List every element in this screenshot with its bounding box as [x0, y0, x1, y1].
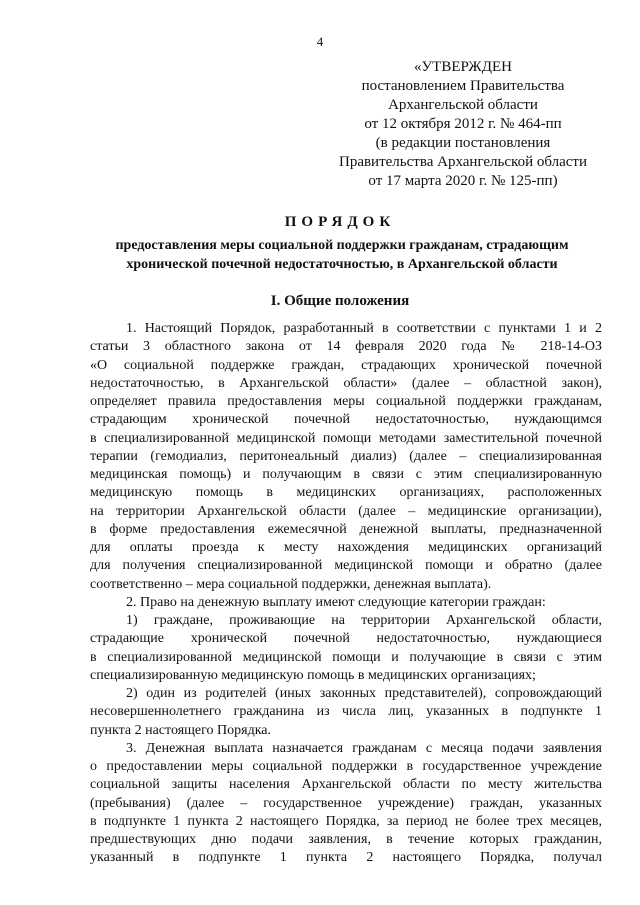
document-body	[90, 320, 602, 868]
body-line: в специализированной медицинской помощи и получающие в связи с этим	[90, 649, 602, 665]
body-line: (пребывания) (далее – государственное учреждение) граждан, указанных	[90, 795, 602, 811]
body-line: специализированную медицинскую помощь в медицинских организациях;	[90, 667, 536, 683]
body-line: 3. Денежная выплата назначается гражданам с месяца подачи заявления	[126, 740, 602, 756]
approval-line: (в редакции постановления	[375, 135, 551, 151]
approval-line: от 12 октября 2012 г. № 464-пп	[364, 116, 562, 132]
body-line: в форме предоставления ежемесячной денежной выплаты, предназначенной	[90, 521, 602, 537]
body-line: определяет правила предоставления меры социальной поддержки гражданам,	[90, 394, 602, 409]
body-line: пункта 2 настоящего Порядка.	[90, 722, 271, 738]
body-line: предшествующих дню подачи заявления, в течение которых гражданин,	[90, 832, 602, 847]
body-line: для оплаты проезда к месту нахождения медицинских организаций	[90, 540, 602, 555]
body-line: терапии (гемодиализ, перитонеальный диализ) (далее – специализированная	[90, 448, 602, 464]
body-line: недостаточностью, в Архангельской области» (далее – областной закон),	[90, 375, 602, 391]
section-heading: I. Общие положения	[270, 293, 410, 309]
body-line: соответственно – мера социальной поддержки, денежная выплата).	[90, 576, 492, 592]
body-line: указанный в подпункте 1 пункта 2 настоящего Порядка, получал	[90, 850, 602, 866]
body-line: о предоставлении меры социальной поддержки в государственное учреждение	[90, 759, 602, 774]
approval-line: «УТВЕРЖДЕН	[414, 59, 512, 75]
page-number: 4	[316, 34, 324, 49]
subtitle-line: хронической почечной недостаточностью, в Архангельской области	[126, 257, 558, 272]
body-line: статьи 3 областного закона от 14 февраля 2020 года № 218-14-ОЗ	[90, 339, 602, 355]
body-line: 2. Право на денежную выплату имеют следующие категории граждан:	[126, 594, 546, 610]
body-line: 1) граждане, проживающие на территории Архангельской области,	[126, 613, 602, 628]
body-line: несовершеннолетнего гражданина из числа лиц, указанных в подпункте 1	[90, 704, 602, 720]
document-title: ПОРЯДОК	[284, 214, 396, 230]
body-line: страдающим хронической почечной недостаточностью, нуждающимся	[90, 412, 602, 428]
document-subtitle	[80, 236, 604, 274]
body-line: 1. Настоящий Порядок, разработанный в соответствии с пунктами 1 и 2	[126, 321, 602, 336]
approval-stamp	[330, 58, 596, 191]
body-line: медицинскую помощь в медицинских организациях, расположенных	[90, 485, 602, 501]
approval-line: Архангельской области	[388, 97, 538, 113]
subtitle-line: предоставления меры социальной поддержки гражданам, страдающим	[115, 238, 569, 253]
body-line: 2) один из родителей (иных законных представителей), сопровождающий	[126, 686, 602, 701]
body-line: для получения специализированной медицинской помощи и обратно (далее	[90, 558, 602, 574]
approval-line: Правительства Архангельской области	[338, 154, 587, 170]
body-line: медицинская помощь) и получающим в связи с этим специализированную	[90, 467, 602, 482]
body-line: в подпункте 1 пункта 2 настоящего Порядка, за период не более трех месяцев,	[90, 813, 602, 829]
body-line: страдающие хронической почечной недостаточностью, нуждающиеся	[90, 631, 602, 647]
body-line: «О социальной поддержке граждан, страдающих хронической почечной	[90, 357, 602, 373]
body-line: социальной защиты населения Архангельской области по месту жительства	[90, 777, 602, 793]
approval-line: от 17 марта 2020 г. № 125-пп)	[368, 173, 558, 189]
body-line: в специализированной медицинской помощи методами заместительной почечной	[90, 430, 602, 446]
approval-line: постановлением Правительства	[361, 78, 565, 94]
body-line: на территории Архангельской области (далее – медицинские организации),	[90, 503, 602, 519]
